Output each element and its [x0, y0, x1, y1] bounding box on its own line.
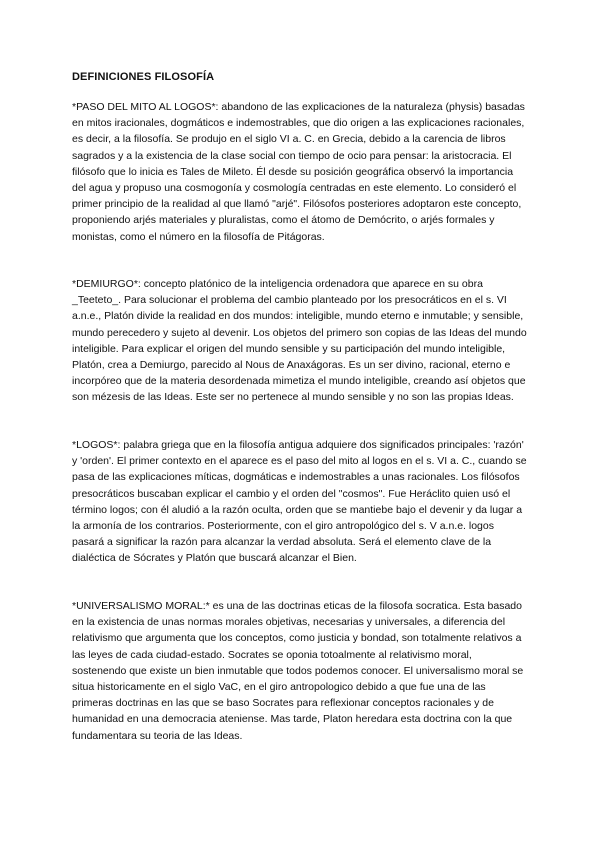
definition-demiurgo: *DEMIURGO*: concepto platónico de la inteligencia ordenadora que aparece en su obra _Teeteto_. Para solucionar el problema del cambio planteado por los presocráticos en el s. VI a.n.e., Platón divide la realidad en dos mundos: inteligible, mundo eterno e inmutable; y sensible, mundo perecedero y sujeto al devenir. Los objetos del primero son copias de las Ideas del mundo inteligible. Para explicar el origen del mundo sensible y su participación del mundo inteligible, Platón, crea a Demiurgo, parecido al Nous de Anaxágoras. Es un ser divino, racional, eterno e incorpóreo que de la materia desordenada mimetiza el mundo inteligible, creando así objetos que son mézesis de las Ideas. Este ser no pertenece al mundo sensible y no son las propias Ideas. [72, 278, 527, 404]
definition-logos: *LOGOS*: palabra griega que en la filosofía antigua adquiere dos significados principales: 'razón' y 'orden'. El primer contexto en el aparece es el paso del mito al logos en el s. VI a. C., cuando se pasa de las explicaciones míticas, dogmáticas e indemostrables a unas racionales. Los filósofos presocráticos buscaban explicar el cambio y el orden del "cosmos". Fue Heráclito quien usó el término logos; con él aludió a la razón oculta, orden que se mantiebe bajo el devenir y da lugar a la armonía de los contrarios. Posteriormente, con el giro antropológico del s. V a.n.e. logos pasará a significar la razón para alcanzar la verdad absoluta. Será el elemento clave de la dialéctica de Sócrates y Platón que buscará alcanzar el Bien. [72, 439, 527, 565]
definition-paso-del-mito-al-logos: *PASO DEL MITO AL LOGOS*: abandono de las explicaciones de la naturaleza (physis) basadas en mitos iracionales, dogmáticos e indemostrables, que dio origen a las explicaciones racionales, es decir, a la filosofía. Se produjo en el siglo VI a. C. en Grecia, debido a la carencia de libros sagrados y a la existencia de la clase social con tiempo de ocio para pensar: la aristocracia. El filósofo que lo inicia es Tales de Mileto. Él desde su posición geográfica observó la importancia del agua y propuso una cosmogonía y cosmología centradas en este elemento. Lo consideró el primer principio de la realidad al que llamó "arjé". Filósofos posteriores adoptaron este concepto, proponiendo arjés materiales y pluralistas, como el átomo de Demócrito, o arjés formales y monistas, como el número en la filosofía de Pitágoras. [72, 101, 525, 243]
definition-universalismo-moral: *UNIVERSALISMO MORAL:* es una de las doctrinas eticas de la filosofa socratica. Esta basado en la existencia de unas normas morales objetivas, necesarias y universales, a diferencia del relativismo que argumenta que los conceptos, como justicia y bondad, son totalmente relativos a las leyes de cada ciudad-estado. Socrates se oponia totoalmente al relativismo moral, sostenendo que existe un bien inmutable que todos podemos conocer. El universalismo moral se situa historicamente en el siglo VaC, en el giro antropologico debido a que fue una de las primeras doctrinas en las que se baso Socrates para reflexionar conceptos racionales y de humanidad en una democracia ateniense. Mas tarde, Platon heredara esta doctrina con la que fundamentara su teoria de las Ideas. [72, 600, 524, 742]
page-title: DEFINICIONES FILOSOFÍA [72, 71, 215, 83]
